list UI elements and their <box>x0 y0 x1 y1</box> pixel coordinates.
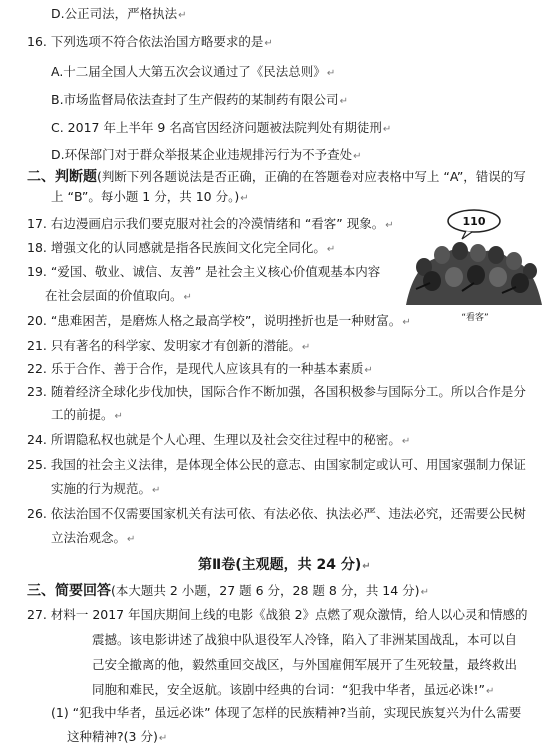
cartoon-caption: “看客” <box>461 313 489 323</box>
q27-line-3: 己安全撤离的他，毅然重回交战区，与外国雇佣军展开了生死较量，最终救出 <box>92 657 518 672</box>
q16-option-b: B.市场监督局依法查封了生产假药的某制药有限公司↵ <box>51 92 348 107</box>
section-2-instruction-cont: 上 “B”。每小题 1 分，共 10 分。)↵ <box>51 189 249 204</box>
q16-option-c: C. 2017 年上半年 9 名高官因经济问题被法院判处有期徒刑↵ <box>51 120 392 135</box>
item-19: 19. “爱国、敬业、诚信、友善” 是社会主义核心价值观基本内容 <box>27 264 381 279</box>
item-18: 18. 增强文化的认同感就是指各民族间文化完全同化。↵ <box>27 240 336 255</box>
item-17: 17. 右边漫画启示我们要克服对社会的冷漠情绪和 “看客” 现象。↵ <box>27 216 394 231</box>
item-20: 20. “患难困苦，是磨炼人格之最高学校”，说明挫折也是一种财富。↵ <box>27 313 411 328</box>
bubble-number: 110 <box>462 215 486 228</box>
item-25: 25. 我国的社会主义法律，是体现全体公民的意志、由国家制定或认可、用国家强制力保证 <box>27 457 526 472</box>
q16-option-a: A.十二届全国人大第五次会议通过了《民法总则》↵ <box>51 64 336 79</box>
q16-option-d: D.环保部门对于群众举报某企业违规排污行为不予查处↵ <box>51 147 362 162</box>
section-2-header: 二、判断题(判断下列各题说法是否正确，正确的在答题卷对应表格中写上 “A”，错误的写 <box>27 169 526 185</box>
item-22: 22. 乐于合作、善于合作，是现代人应该具有的一种基本素质↵ <box>27 361 373 376</box>
part-2-title: 第Ⅱ卷(主观题，共 24 分)↵ <box>198 557 371 573</box>
item-26-cont: 立法治观念。↵ <box>51 530 136 545</box>
section-3-header: 三、简要回答(本大题共 2 小题，27 题 6 分，28 题 8 分，共 14 分)↵ <box>27 583 429 599</box>
item-25-cont: 实施的行为规范。↵ <box>51 481 161 496</box>
item-23-cont: 工的前提。↵ <box>51 407 123 422</box>
q27-line-2: 震撼。该电影讲述了战狼中队退役军人冷锋，陷入了非洲某国战乱，本可以自 <box>92 632 518 647</box>
item-26: 26. 依法治国不仅需要国家机关有法可依、有法必依、执法必严、违法必究，还需要公民树 <box>27 506 526 521</box>
q27-line-4: 同胞和难民，安全返航。该剧中经典的台词：“犯我中华者，虽远必诛!”↵ <box>92 682 495 697</box>
q27-sub1-line-1: (1) “犯我中华者，虽远必诛” 体现了怎样的民族精神?当前，实现民族复兴为什么需要 <box>51 705 522 720</box>
item-19-cont: 在社会层面的价值取向。↵ <box>45 288 192 303</box>
q27-line-1: 27. 材料一 2017 年国庆期间上线的电影《战狼 2》点燃了观众激情，给人以心灵和情感的 <box>27 607 528 622</box>
crowd-illustration <box>406 242 542 305</box>
top-option: D.公正司法，严格执法↵ <box>51 6 187 21</box>
item-21: 21. 只有著名的科学家、发明家才有创新的潜能。↵ <box>27 338 311 353</box>
item-23: 23. 随着经济全球化步伐加快，国际合作不断加强，各国积极参与国际分工。所以合作是分 <box>27 384 526 399</box>
q27-sub1-line-2: 这种精神?(3 分)↵ <box>67 729 168 744</box>
bystander-cartoon <box>402 205 548 323</box>
question-16-stem: 16. 下列选项不符合依法治国方略要求的是↵ <box>27 34 273 49</box>
item-24: 24. 所谓隐私权也就是个人心理、生理以及社会交往过程中的秘密。↵ <box>27 432 411 447</box>
